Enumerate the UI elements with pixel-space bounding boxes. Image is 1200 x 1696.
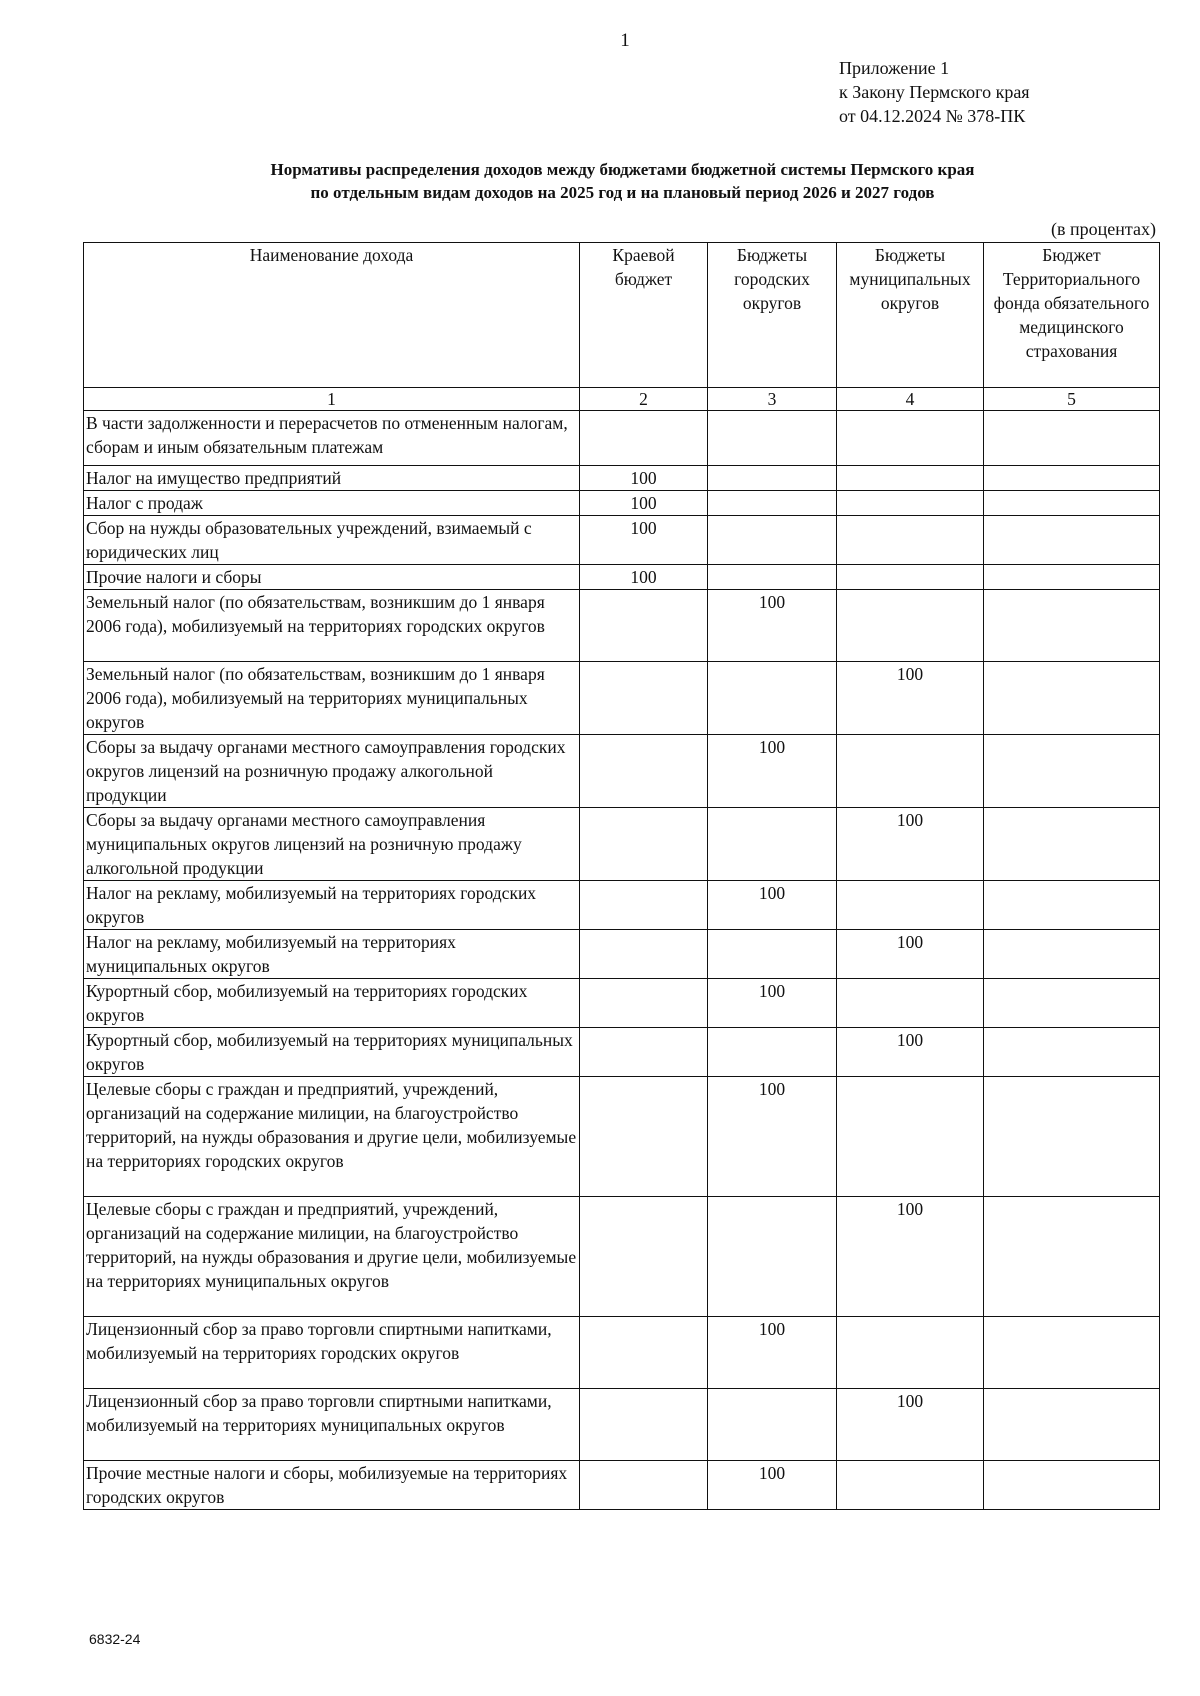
municipal-district-budgets-cell: 100 [837,930,984,979]
municipal-district-budgets-cell: 100 [837,1389,984,1461]
regional-budget-cell [580,662,708,735]
table-row [84,466,1160,491]
appendix-reference [839,56,1030,128]
city-district-budgets-cell: 100 [708,1077,837,1197]
city-district-budgets-cell: 100 [708,1317,837,1389]
table-row [84,411,1160,466]
city-district-budgets-cell [708,662,837,735]
table-body [84,411,1160,1510]
municipal-district-budgets-cell [837,590,984,662]
municipal-district-budgets-cell [837,516,984,565]
table-row [84,516,1160,565]
income-name-cell: Налог с продаж [84,491,580,516]
table-row [84,808,1160,881]
appendix-line: от 04.12.2024 № 378-ПК [839,106,1026,126]
regional-budget-cell [580,590,708,662]
city-district-budgets-cell [708,1197,837,1317]
regional-budget-cell: 100 [580,565,708,590]
city-district-budgets-cell: 100 [708,735,837,808]
income-name-cell: Земельный налог (по обязательствам, возникшим до 1 января 2006 года), мобилизуемый на территориях муниципальных округов [84,662,580,735]
income-name-cell: Налог на рекламу, мобилизуемый на территориях муниципальных округов [84,930,580,979]
income-name-cell: Налог на имущество предприятий [84,466,580,491]
income-name-cell: Прочие налоги и сборы [84,565,580,590]
appendix-line: Приложение 1 [839,58,950,78]
health-insurance-fund-cell [984,1077,1160,1197]
income-name-cell: В части задолженности и перерасчетов по отмененным налогам, сборам и иным обязательным платежам [84,411,580,466]
municipal-district-budgets-cell [837,466,984,491]
page-number: 1 [620,30,630,51]
regional-budget-cell [580,1077,708,1197]
regional-budget-cell [580,808,708,881]
city-district-budgets-cell [708,491,837,516]
city-district-budgets-cell: 100 [708,979,837,1028]
column-number: 5 [984,388,1160,411]
regional-budget-cell [580,1028,708,1077]
appendix-line: к Закону Пермского края [839,82,1030,102]
municipal-district-budgets-cell [837,491,984,516]
regional-budget-cell [580,881,708,930]
city-district-budgets-cell [708,1028,837,1077]
table-row [84,565,1160,590]
table-row [84,1317,1160,1389]
regional-budget-cell [580,1461,708,1510]
health-insurance-fund-cell [984,881,1160,930]
health-insurance-fund-cell [984,662,1160,735]
municipal-district-budgets-cell [837,881,984,930]
income-name-cell: Целевые сборы с граждан и предприятий, учреждений, организаций на содержание милиции, на благоустройство территорий, на нужды образования и другие цели, мобилизуемые на территориях муниципальных округов [84,1197,580,1317]
income-name-cell: Налог на рекламу, мобилизуемый на территориях городских округов [84,881,580,930]
table-row [84,979,1160,1028]
regional-budget-cell: 100 [580,516,708,565]
column-header-health-insurance-fund: Бюджет Территориального фонда обязательного медицинского страхования [984,243,1160,388]
health-insurance-fund-cell [984,491,1160,516]
column-header-income-name: Наименование дохода [84,243,580,388]
table-header-row [84,243,1160,388]
regional-budget-cell [580,1389,708,1461]
municipal-district-budgets-cell [837,979,984,1028]
city-district-budgets-cell [708,1389,837,1461]
health-insurance-fund-cell [984,466,1160,491]
regional-budget-cell [580,411,708,466]
unit-note: (в процентах) [1051,219,1156,239]
city-district-budgets-cell [708,516,837,565]
city-district-budgets-cell [708,808,837,881]
income-name-cell: Курортный сбор, мобилизуемый на территориях городских округов [84,979,580,1028]
table-row [84,1077,1160,1197]
title-line: по отдельным видам доходов на 2025 год и на плановый период 2026 и 2027 годов [310,183,935,202]
regional-budget-cell [580,735,708,808]
health-insurance-fund-cell [984,735,1160,808]
table-row [84,1461,1160,1510]
health-insurance-fund-cell [984,1028,1160,1077]
municipal-district-budgets-cell: 100 [837,662,984,735]
regional-budget-cell [580,1317,708,1389]
municipal-district-budgets-cell: 100 [837,1028,984,1077]
income-name-cell: Курортный сбор, мобилизуемый на территориях муниципальных округов [84,1028,580,1077]
health-insurance-fund-cell [984,1197,1160,1317]
income-name-cell: Лицензионный сбор за право торговли спиртными напитками, мобилизуемый на территориях муниципальных округов [84,1389,580,1461]
regional-budget-cell [580,1197,708,1317]
health-insurance-fund-cell [984,1461,1160,1510]
document-title [0,158,1200,204]
column-header-municipal-district-budgets: Бюджеты муниципальных округов [837,243,984,388]
income-name-cell: Сборы за выдачу органами местного самоуправления муниципальных округов лицензий на розничную продажу алкогольной продукции [84,808,580,881]
table-row [84,1197,1160,1317]
table-row [84,930,1160,979]
distribution-norms-table [83,242,1160,1510]
health-insurance-fund-cell [984,590,1160,662]
city-district-budgets-cell: 100 [708,881,837,930]
income-name-cell: Сбор на нужды образовательных учреждений, взимаемый с юридических лиц [84,516,580,565]
document-code: 6832-24 [89,1631,141,1647]
city-district-budgets-cell [708,930,837,979]
municipal-district-budgets-cell: 100 [837,808,984,881]
column-header-city-district-budgets: Бюджеты городских округов [708,243,837,388]
health-insurance-fund-cell [984,411,1160,466]
table-row [84,662,1160,735]
municipal-district-budgets-cell: 100 [837,1197,984,1317]
title-line: Нормативы распределения доходов между бюджетами бюджетной системы Пермского края [270,160,975,179]
city-district-budgets-cell: 100 [708,590,837,662]
municipal-district-budgets-cell [837,1317,984,1389]
table-row [84,735,1160,808]
municipal-district-budgets-cell [837,735,984,808]
income-name-cell: Прочие местные налоги и сборы, мобилизуемые на территориях городских округов [84,1461,580,1510]
table-row [84,1389,1160,1461]
city-district-budgets-cell [708,466,837,491]
city-district-budgets-cell [708,565,837,590]
income-name-cell: Земельный налог (по обязательствам, возникшим до 1 января 2006 года), мобилизуемый на территориях городских округов [84,590,580,662]
health-insurance-fund-cell [984,1389,1160,1461]
table-row [84,881,1160,930]
municipal-district-budgets-cell [837,1077,984,1197]
column-number: 3 [708,388,837,411]
column-number-row [84,388,1160,411]
municipal-district-budgets-cell [837,411,984,466]
table-row [84,1028,1160,1077]
income-name-cell: Сборы за выдачу органами местного самоуправления городских округов лицензий на розничную продажу алкогольной продукции [84,735,580,808]
income-name-cell: Лицензионный сбор за право торговли спиртными напитками, мобилизуемый на территориях городских округов [84,1317,580,1389]
municipal-district-budgets-cell [837,1461,984,1510]
table-row [84,590,1160,662]
health-insurance-fund-cell [984,979,1160,1028]
regional-budget-cell: 100 [580,491,708,516]
health-insurance-fund-cell [984,516,1160,565]
column-header-regional-budget: Краевой бюджет [580,243,708,388]
regional-budget-cell [580,979,708,1028]
health-insurance-fund-cell [984,930,1160,979]
regional-budget-cell: 100 [580,466,708,491]
income-name-cell: Целевые сборы с граждан и предприятий, учреждений, организаций на содержание милиции, на благоустройство территорий, на нужды образования и другие цели, мобилизуемые на территориях городских округов [84,1077,580,1197]
municipal-district-budgets-cell [837,565,984,590]
city-district-budgets-cell: 100 [708,1461,837,1510]
regional-budget-cell [580,930,708,979]
column-number: 2 [580,388,708,411]
health-insurance-fund-cell [984,1317,1160,1389]
column-number: 4 [837,388,984,411]
health-insurance-fund-cell [984,565,1160,590]
table-row [84,491,1160,516]
health-insurance-fund-cell [984,808,1160,881]
city-district-budgets-cell [708,411,837,466]
column-number: 1 [84,388,580,411]
